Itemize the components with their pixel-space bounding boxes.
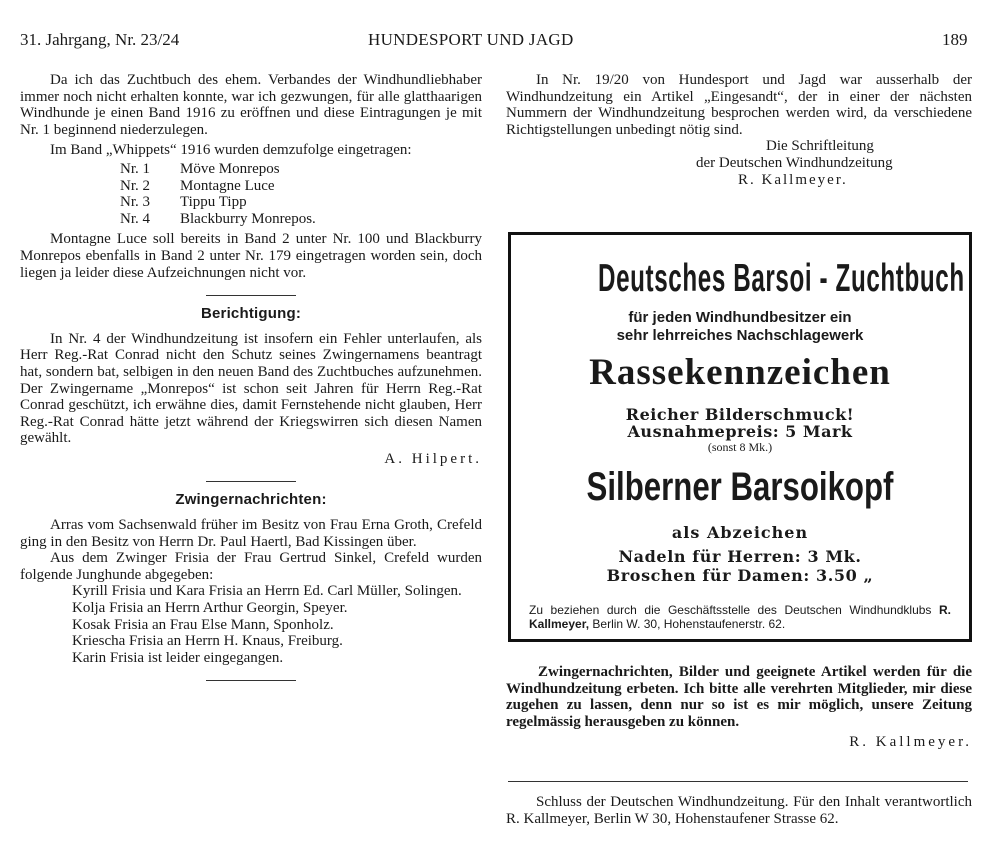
left-column xyxy=(20,72,482,691)
registry-dog-name: Blackburry Monrepos. xyxy=(180,210,316,227)
ad-title: Deutsches Barsoi - Zuchtbuch xyxy=(598,257,965,300)
kennel-transfer-list xyxy=(72,583,482,666)
ad-badge-headline: Silberner Barsoikopf xyxy=(586,465,894,509)
registry-dog-name: Tippu Tipp xyxy=(180,194,247,211)
registry-number: Nr. 1 xyxy=(120,160,150,177)
editor-sign-name: R. Kallmeyer. xyxy=(738,171,848,188)
author-signature: A. Hilpert. xyxy=(384,450,482,467)
issue-info: 31. Jahrgang, Nr. 23/24 xyxy=(20,30,180,49)
registry-dog-name: Möve Monrepos xyxy=(180,160,280,177)
ad-price: Ausnahmepreis: 5 Mark xyxy=(627,422,853,441)
publication-title: HUNDESPORT UND JAGD xyxy=(368,30,574,49)
editor-sign-line: der Deutschen Windhundzeitung xyxy=(696,154,893,171)
registry-note: Montagne Luce soll bereits in Band 2 unter Nr. 100 und Blackburry Monrepos ebenfalls in Band 2 unter Nr. 179 eingetragen worden sein, doch liegen ja leider diese Aufzeichnungen nicht vor. xyxy=(20,231,482,281)
ad-order-address: Berlin W. 30, Hohenstaufenerstr. 62. xyxy=(592,617,786,631)
ad-brooch-price: Broschen für Damen: 3.50 „ xyxy=(606,566,874,585)
ad-regular-price: (sonst 8 Mk.) xyxy=(707,440,773,454)
ad-order-contact: R. Kallmeyer, xyxy=(529,603,951,631)
ad-pin-price: Nadeln für Herren: 3 Mk. xyxy=(618,547,862,566)
registry-number: Nr. 3 xyxy=(120,194,150,211)
kennel-transfer-item: Kriescha Frisia an Herrn H. Knaus, Freiburg. xyxy=(72,633,343,650)
ad-order-info xyxy=(529,603,951,631)
registry-dog-name: Montagne Luce xyxy=(180,177,275,194)
ad-headline: Rassekennzeichen xyxy=(589,352,891,393)
arras-news: Arras vom Sachsenwald früher im Besitz von Frau Erna Groth, Crefeld ging in den Besitz von Herrn Dr. Paul Haertl, Bad Kissingen über. xyxy=(20,517,482,550)
registry-entry xyxy=(120,178,482,195)
contribution-request xyxy=(506,664,972,751)
section-divider xyxy=(206,680,296,681)
kennel-transfer-item: Karin Frisia ist leider eingegangen. xyxy=(72,649,284,666)
ad-feature: Reicher Bilderschmuck! xyxy=(625,405,855,424)
whippet-registry-list xyxy=(120,161,482,227)
ad-subtitle: sehr lehrreiches Nachschlagewerk xyxy=(616,327,864,344)
berichtigung-text: In Nr. 4 der Windhundzeitung ist insofern ein Fehler unterlaufen, als Herr Reg.-Rat Conrad nicht den Schutz seines Zwingernamens beantragt hat, sondern bat, selbigen in den neuen Band des Zuchtbuches aufzunehmen. Der Zwingername „Monrepos“ ist schon seit Jahren für Herrn Reg.-Rat Conrad geschützt, ich erwähne dies, damit Fernstehende nicht glauben, Herr Reg.-Rat Conrad hätte jetzt während der Kriegswirren sich diesen Namen gewählt. xyxy=(20,330,482,447)
registry-entry xyxy=(120,211,482,228)
zwinger-heading: Zwingernachrichten: xyxy=(175,491,327,509)
intro-paragraph: Da ich das Zuchtbuch des ehem. Verbandes der Windhundliebhaber immer noch nicht erhalten konnte, war ich gezwungen, für alle glatthaarigen Windhunde je einen Band 1916 zu eröffnen und diese Eintragungen je mit Nr. 1 beginnend niederzulegen. xyxy=(20,72,482,138)
closing-notice xyxy=(506,794,972,827)
kennel-transfer-item: Kolja Frisia an Herrn Arthur Georgin, Speyer. xyxy=(72,600,348,617)
section-divider xyxy=(206,295,296,296)
kennel-transfer-item: Kyrill Frisia und Kara Frisia an Herrn Ed. Carl Müller, Solingen. xyxy=(72,583,462,600)
registry-entry xyxy=(120,194,482,211)
ad-order-text: Zu beziehen durch die Geschäftsstelle des Deutschen Windhundklubs xyxy=(529,603,932,617)
eingesandt-paragraph: In Nr. 19/20 von Hundesport und Jagd war ausserhalb der Windhundzeitung ein Artikel „Eingesandt“, der in einer der nächsten Nummern der Windhundzeitung besprochen werden wird, da verschiedene Richtigstellungen unbedingt nötig sind. xyxy=(506,72,972,138)
frisia-intro: Aus dem Zwinger Frisia der Frau Gertrud Sinkel, Crefeld wurden folgende Junghunde abgegeben: xyxy=(20,550,482,583)
page-number: 189 xyxy=(942,30,968,49)
request-text: Zwingernachrichten, Bilder und geeignete Artikel werden für die Windhundzeitung erbeten. Ich bitte alle verehrten Mitglieder, mir diese zugehen zu lassen, denn nur so ist es mir möglich, unsere Zeitung regelmässig herausgeben zu können. xyxy=(506,664,972,730)
kennel-transfer-item: Kosak Frisia an Frau Else Mann, Sponholz. xyxy=(72,616,334,633)
section-divider xyxy=(206,481,296,482)
request-signature: R. Kallmeyer. xyxy=(849,734,972,751)
registry-number: Nr. 4 xyxy=(120,210,150,227)
whippets-intro: Im Band „Whippets“ 1916 wurden demzufolge eingetragen: xyxy=(50,142,412,159)
barsoi-advertisement xyxy=(508,232,972,642)
right-column xyxy=(506,72,972,188)
closing-divider xyxy=(508,781,968,782)
ad-subtitle: für jeden Windhundbesitzer ein xyxy=(628,309,852,326)
closing-text: Schluss der Deutschen Windhundzeitung. Für den Inhalt verantwortlich R. Kallmeyer, Berlin W 30, Hohenstaufener Strasse 62. xyxy=(506,794,972,827)
berichtigung-heading: Berichtigung: xyxy=(200,305,302,323)
ad-badge-subtitle: als Abzeichen xyxy=(671,523,809,542)
registry-entry xyxy=(120,161,482,178)
registry-number: Nr. 2 xyxy=(120,177,150,194)
editor-sign-line: Die Schriftleitung xyxy=(766,138,874,155)
